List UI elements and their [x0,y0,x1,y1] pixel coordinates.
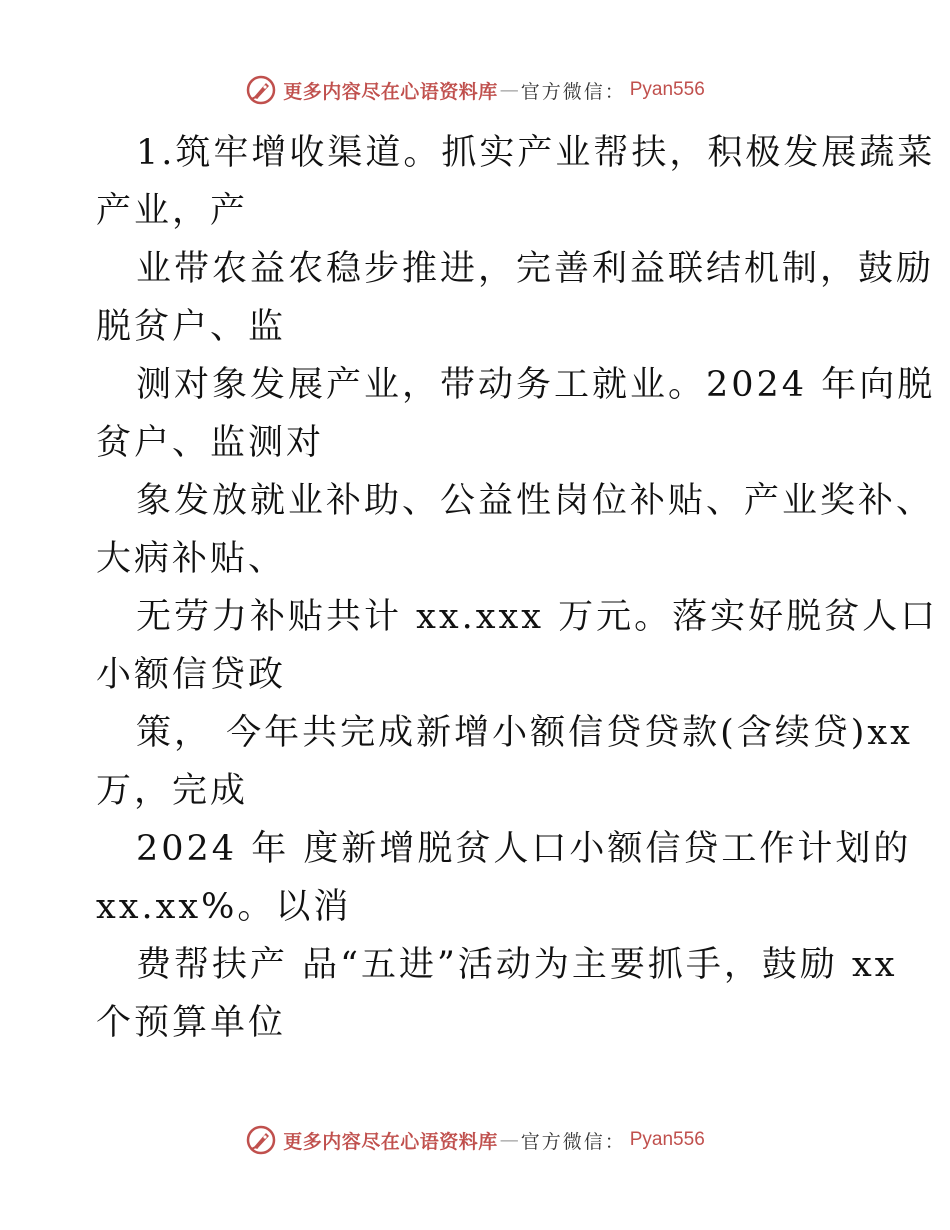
header-separator: — [499,79,519,101]
body-line: 象发放就业补助、公益性岗位补贴、产业奖补、 [136,481,935,521]
footer-brand-text: 更多内容尽在心语资料库 [283,1130,498,1153]
body-line: 小额信贷政 [96,655,287,695]
body-line: xx.xx%。以消 [96,887,352,927]
document-body [96,124,939,1052]
pen-nib-logo-icon [245,1124,277,1156]
body-line: 费帮扶产 品“五进”活动为主要抓手，鼓励 xx [136,945,898,985]
header-account: Pyan556 [629,79,705,100]
body-line: 策， 今年共完成新增小额信贷贷款(含续贷)xx [136,713,913,753]
body-line: 贫户、监测对 [96,423,325,463]
footer-wechat-label: 官方微信： [520,1130,626,1153]
footer-separator: — [499,1129,519,1151]
header-brand-text: 更多内容尽在心语资料库 [283,80,498,103]
header-banner [0,70,950,110]
body-line: 万，完成 [96,771,249,811]
footer-account: Pyan556 [629,1129,705,1150]
body-line: 无劳力补贴共计 xx.xxx 万元。落实好脱贫人口 [136,597,939,637]
body-line: 个预算单位 [96,1003,287,1043]
pen-nib-logo-icon [245,74,277,106]
body-line: 1.筑牢增收渠道。抓实产业帮扶，积极发展蔬菜 [136,133,936,173]
body-line: 大病补贴、 [96,539,287,579]
body-line: 2024 年 度新增脱贫人口小额信贷工作计划的 [136,829,912,869]
body-line: 测对象发展产业，带动务工就业。2024 年向脱 [136,365,936,405]
footer-banner [0,1120,950,1160]
body-line: 脱贫户、监 [96,307,287,347]
body-line: 产业，产 [96,191,249,231]
body-line: 业带农益农稳步推进，完善利益联结机制，鼓励 [136,249,935,289]
header-wechat-label: 官方微信： [520,80,626,103]
